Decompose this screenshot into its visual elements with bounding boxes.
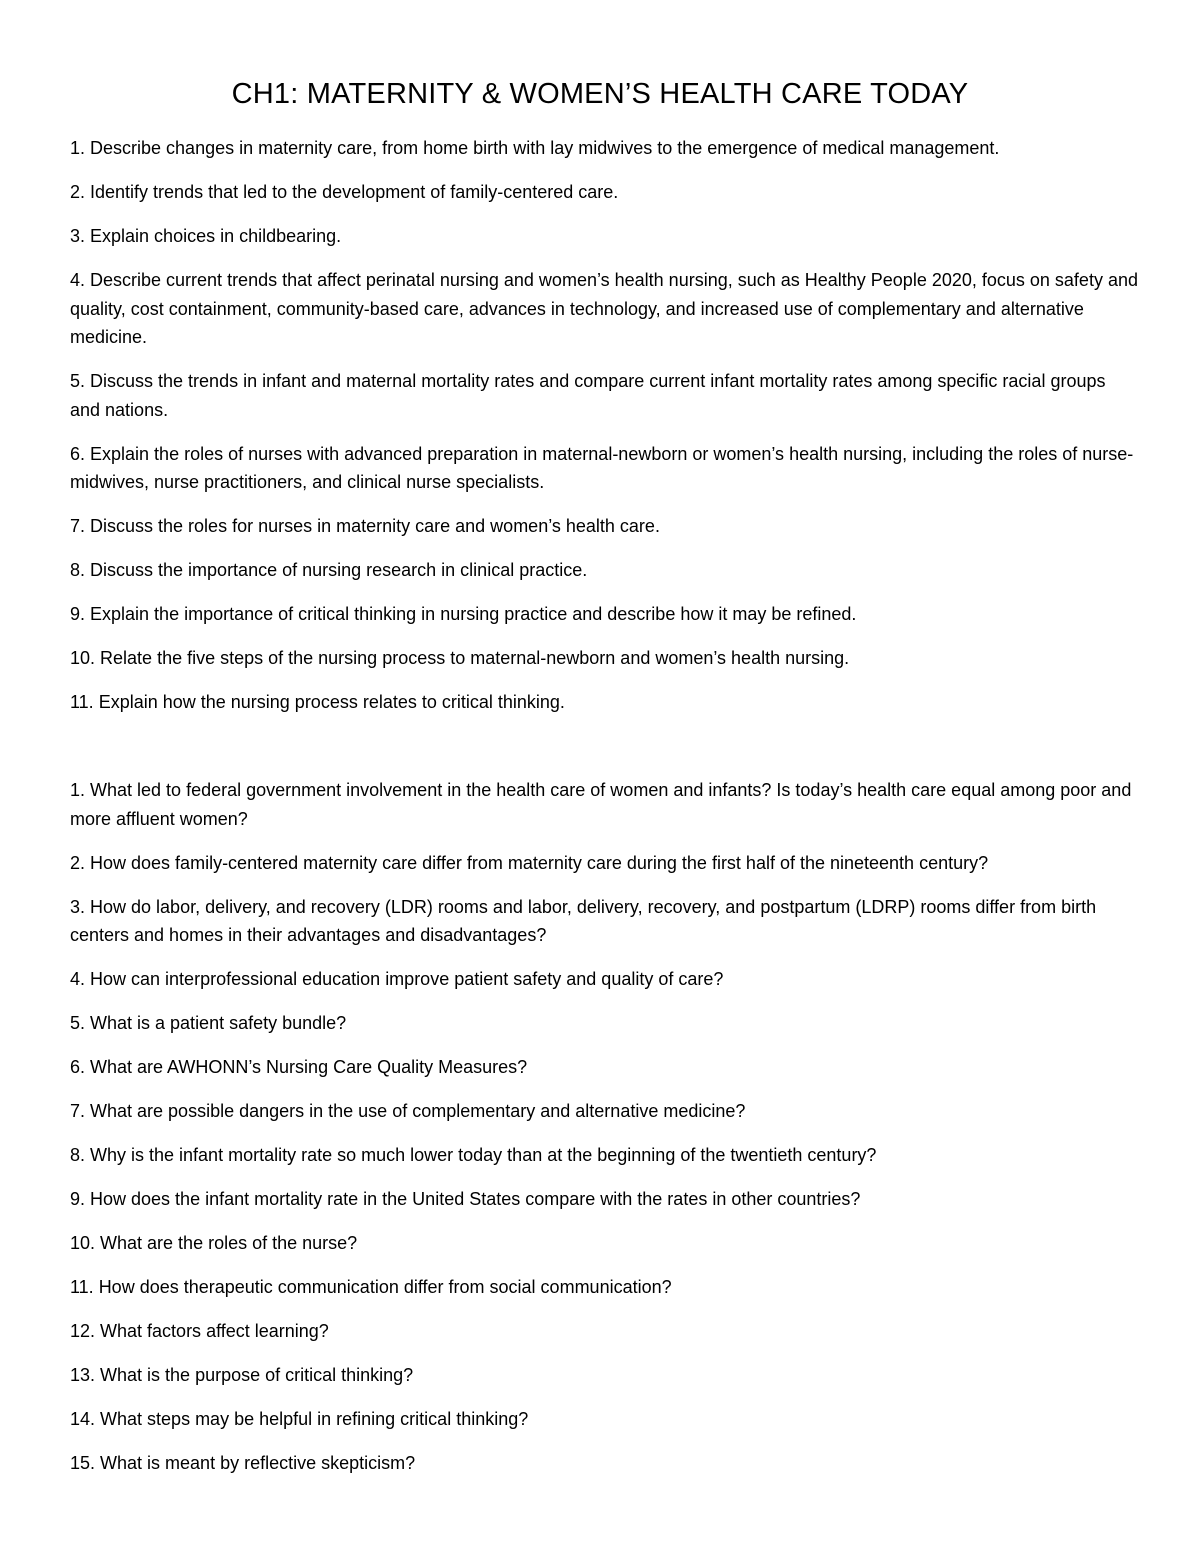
question-item — [70, 1185, 1140, 1214]
item-number: 4. — [70, 969, 86, 989]
objective-item — [70, 556, 1140, 585]
item-number: 7. — [70, 516, 86, 536]
item-number: 10. — [70, 648, 96, 668]
item-number: 8. — [70, 1145, 86, 1165]
item-number: 9. — [70, 604, 86, 624]
item-text: What are possible dangers in the use of complementary and alternative medicine? — [90, 1101, 746, 1121]
question-item — [70, 893, 1140, 950]
question-item — [70, 1097, 1140, 1126]
item-text: Discuss the roles for nurses in maternity care and women’s health care. — [90, 516, 660, 536]
question-item — [70, 1317, 1140, 1346]
item-text: Discuss the importance of nursing research in clinical practice. — [90, 560, 588, 580]
item-text: Explain choices in childbearing. — [90, 226, 342, 246]
question-item — [70, 1141, 1140, 1170]
item-number: 3. — [70, 226, 86, 246]
item-text: What led to federal government involvement in the health care of women and infants? Is today’s health care equal among poor and more affluent women? — [70, 780, 1132, 829]
objective-item — [70, 512, 1140, 541]
item-number: 14. — [70, 1409, 96, 1429]
question-item — [70, 1273, 1140, 1302]
item-text: How can interprofessional education improve patient safety and quality of care? — [90, 969, 724, 989]
objective-item — [70, 367, 1140, 424]
item-text: Explain how the nursing process relates to critical thinking. — [98, 692, 565, 712]
question-item — [70, 776, 1140, 833]
document-title: CH1: MATERNITY & WOMEN’S HEALTH CARE TODAY — [231, 78, 969, 110]
item-number: 1. — [70, 138, 86, 158]
item-number: 13. — [70, 1365, 96, 1385]
objective-item — [70, 600, 1140, 629]
question-item — [70, 1449, 1140, 1478]
item-number: 1. — [70, 780, 86, 800]
item-number: 3. — [70, 896, 86, 917]
item-number: 5. — [70, 1013, 86, 1033]
objective-item — [70, 266, 1140, 352]
item-text: What is a patient safety bundle? — [90, 1013, 347, 1033]
item-number: 11. — [70, 1277, 94, 1297]
item-number: 8. — [70, 560, 86, 580]
item-text: Why is the infant mortality rate so much lower today than at the beginning of the twentieth century? — [90, 1145, 877, 1165]
objective-item — [70, 134, 1140, 163]
item-text: Discuss the trends in infant and maternal mortality rates and compare current infant mortality rates among specific racial groups and nations. — [70, 371, 1106, 420]
item-text: Explain the importance of critical thinking in nursing practice and describe how it may be refined. — [90, 604, 857, 624]
item-number: 9. — [70, 1189, 86, 1209]
review-questions-list — [70, 776, 1140, 1493]
item-text: How does the infant mortality rate in the United States compare with the rates in other countries? — [90, 1189, 861, 1209]
question-item — [70, 849, 1140, 878]
item-text: Explain the roles of nurses with advanced preparation in maternal-newborn or women’s health nursing, including the roles of nurse-midwives, nurse practitioners, and clinical nurse specialists. — [70, 443, 1134, 492]
item-text: Describe current trends that affect perinatal nursing and women’s health nursing, such as Healthy People 2020, focus on safety and quality, cost containment, community-based care, advances in technology, and increased use of complementary and alternative medicine. — [70, 270, 1138, 347]
question-item — [70, 1405, 1140, 1434]
item-number: 2. — [70, 182, 86, 202]
objective-item — [70, 440, 1140, 497]
item-text: What is meant by reflective skepticism? — [100, 1453, 416, 1473]
question-item — [70, 1361, 1140, 1390]
item-number: 15. — [70, 1453, 96, 1473]
question-item — [70, 965, 1140, 994]
item-text: Identify trends that led to the development of family-centered care. — [90, 182, 619, 202]
item-number: 7. — [70, 1101, 86, 1121]
item-text: What are AWHONN’s Nursing Care Quality Measures? — [90, 1057, 528, 1077]
item-number: 2. — [70, 852, 86, 873]
item-number: 6. — [70, 1057, 86, 1077]
item-text: How does family-centered maternity care differ from maternity care during the first half of the nineteenth century? — [90, 852, 989, 873]
objective-item — [70, 178, 1140, 207]
objective-item — [70, 222, 1140, 251]
item-text: What is the purpose of critical thinking? — [100, 1365, 414, 1385]
item-text: What are the roles of the nurse? — [100, 1233, 358, 1253]
item-number: 10. — [70, 1233, 96, 1253]
item-text: Describe changes in maternity care, from home birth with lay midwives to the emergence of medical management. — [90, 138, 1000, 158]
item-text: How do labor, delivery, and recovery (LDR) rooms and labor, delivery, recovery, and postpartum (LDRP) rooms differ from birth centers and homes in their advantages and disadvantages? — [70, 896, 1097, 945]
question-item — [70, 1229, 1140, 1258]
learning-objectives-list — [70, 134, 1140, 732]
objective-item — [70, 644, 1140, 673]
item-text: What factors affect learning? — [100, 1321, 329, 1341]
item-number: 12. — [70, 1321, 96, 1341]
item-number: 6. — [70, 443, 86, 464]
item-text: Relate the five steps of the nursing process to maternal-newborn and women’s health nursing. — [100, 648, 850, 668]
item-number: 4. — [70, 270, 86, 290]
item-number: 5. — [70, 371, 86, 391]
question-item — [70, 1009, 1140, 1038]
item-text: What steps may be helpful in refining critical thinking? — [100, 1409, 529, 1429]
objective-item — [70, 688, 1140, 717]
item-text: How does therapeutic communication differ from social communication? — [98, 1277, 672, 1297]
question-item — [70, 1053, 1140, 1082]
item-number: 11. — [70, 692, 94, 712]
